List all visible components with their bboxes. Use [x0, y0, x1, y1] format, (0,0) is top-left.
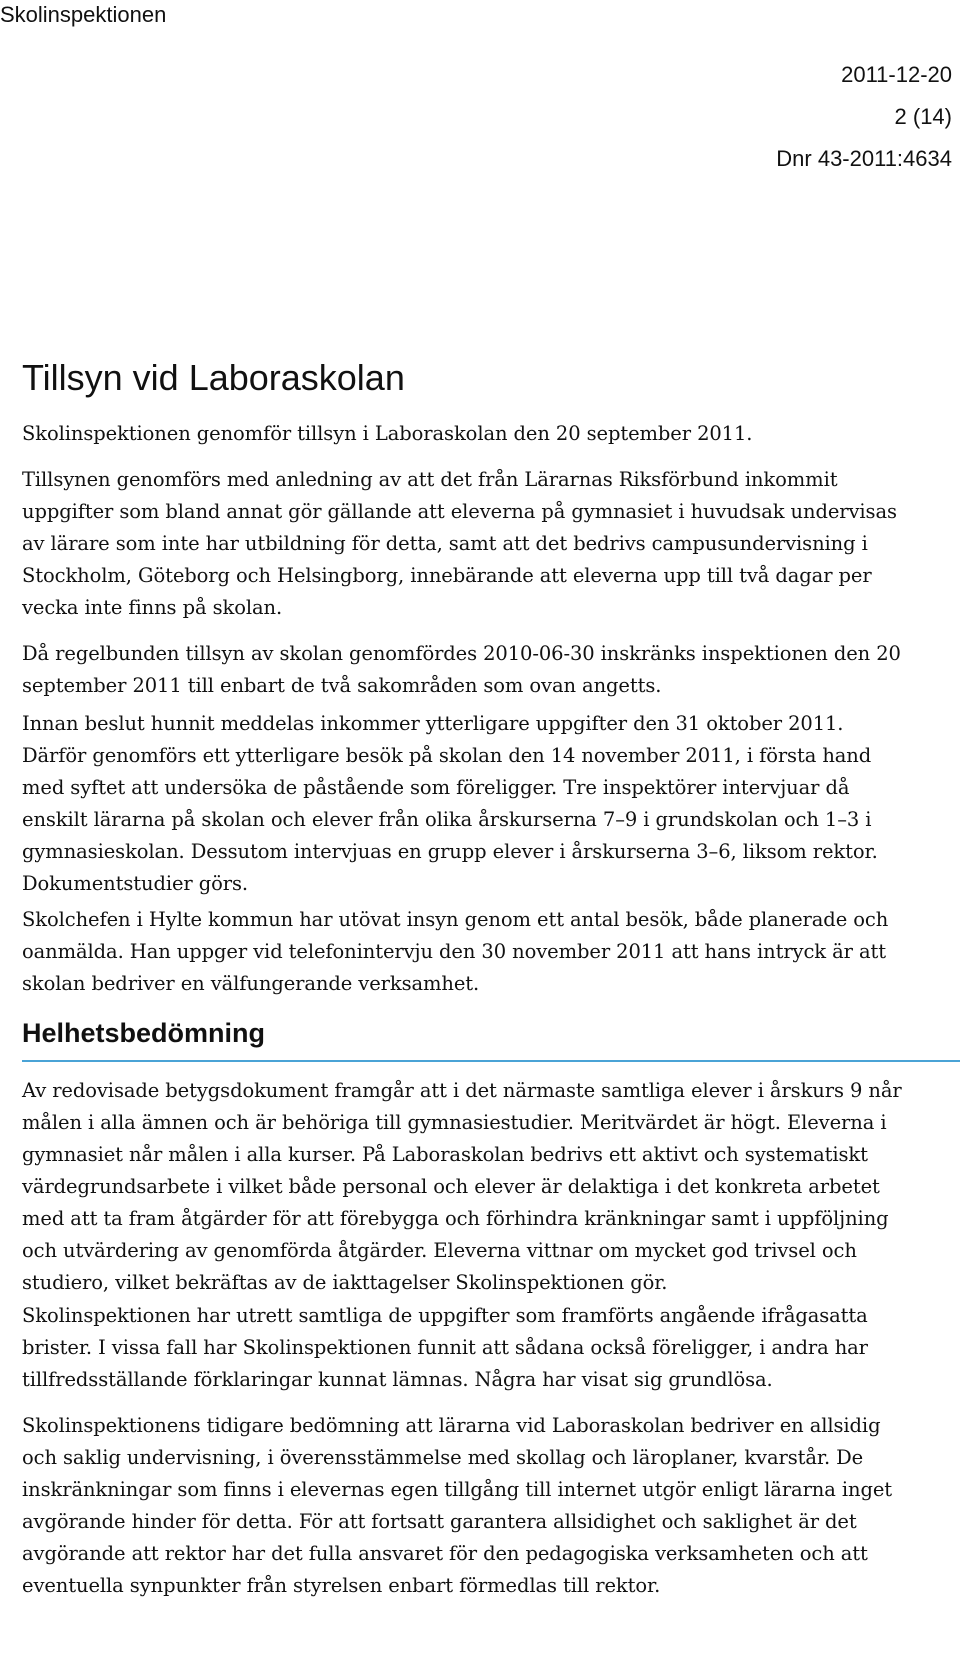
paragraph-text: Skolchefen i Hylte kommun har utövat insyn genom ett antal besök, både planerade och oanmälda. Han uppger vid telefonintervju den 30 november 2011 att hans intryck är att skolan bedriver en välfungerande verksamhet.: [22, 908, 889, 995]
paragraph-text: Då regelbunden tillsyn av skolan genomfördes 2010-06-30 inskränks inspektionen den 20 september 2011 till enbart de två sakområden som ovan angetts.: [22, 642, 901, 697]
intro-paragraph-5: [22, 904, 912, 1000]
page-title: Tillsyn vid Laboraskolan: [22, 357, 405, 398]
paragraph-text: Av redovisade betygsdokument framgår att i det närmaste samtliga elever i årskurs 9 når målen i alla ämnen och är behöriga till gymnasiestudier. Meritvärdet är högt. Eleverna i gymnasiet når målen i alla kurser. På Laboraskolan bedrivs ett aktivt och systematiskt värdegrundsarbete i vilket både personal och elever är delaktiga i det konkreta arbetet med att ta fram åtgärder för att förebygga och förhindra kränkningar samt i uppföljning och utvärdering av genomförda åtgärder. Eleverna vittnar om mycket god trivsel och studiero, vilket bekräftas av de iakttagelser Skolinspektionen gör.: [22, 1079, 902, 1294]
registration-number: Dnr 43-2011:4634: [776, 146, 952, 171]
intro-paragraph-1: [22, 418, 912, 450]
paragraph-text: Innan beslut hunnit meddelas inkommer ytterligare uppgifter den 31 oktober 2011. Därför genomförs ett ytterligare besök på skolan den 14 november 2011, i första hand med syftet att undersöka de påstående som föreligger. Tre inspektörer intervjuar då enskilt lärarna på skolan och elever från olika årskurserna 7–9 i grundskolan och 1–3 i gymnasieskolan. Dessutom intervjuas en grupp elever i årskurserna 3–6, liksom rektor. Dokumentstudier görs.: [22, 712, 878, 895]
paragraph-text: Tillsynen genomförs med anledning av att det från Lärarnas Riksförbund inkommit uppgifter som bland annat gör gällande att eleverna på gymnasiet i huvudsak undervisas av lärare som inte har utbildning för detta, samt att det bedrivs campusundervisning i Stockholm, Göteborg och Helsingborg, innebärande att eleverna upp till två dagar per vecka inte finns på skolan.: [22, 468, 897, 619]
document-date: 2011-12-20: [841, 62, 952, 87]
paragraph-text: Skolinspektionens tidigare bedömning att lärarna vid Laboraskolan bedriver en allsidig och saklig undervisning, i överensstämmelse med skollag och läroplaner, kvarstår. De inskränkningar som finns i elevernas egen tillgång till internet utgör enligt lärarna inget avgörande hinder för detta. För att fortsatt garantera allsidighet och saklighet är det avgörande att rektor har det fulla ansvaret för den pedagogiska verksamheten och att eventuella synpunkter från styrelsen enbart förmedlas till rektor.: [22, 1414, 893, 1597]
paragraph-text: Skolinspektionen genomför tillsyn i Laboraskolan den 20 september 2011.: [22, 422, 753, 445]
intro-paragraph-3: [22, 638, 912, 702]
page-number: 2 (14): [894, 104, 952, 129]
assessment-paragraph-1: [22, 1075, 912, 1299]
agency-name: Skolinspektionen: [0, 2, 167, 27]
section-heading: Helhetsbedömning: [22, 1016, 960, 1062]
intro-paragraph-2: [22, 464, 912, 624]
intro-paragraph-4: [22, 708, 912, 900]
paragraph-text: Skolinspektionen har utrett samtliga de uppgifter som framförts angående ifrågasatta brister. I vissa fall har Skolinspektionen funnit att sådana också föreligger, i andra har tillfredsställande förklaringar kunnat lämnas. Några har visat sig grundlösa.: [22, 1304, 868, 1391]
assessment-paragraph-3: [22, 1410, 912, 1602]
assessment-paragraph-2: [22, 1300, 912, 1396]
